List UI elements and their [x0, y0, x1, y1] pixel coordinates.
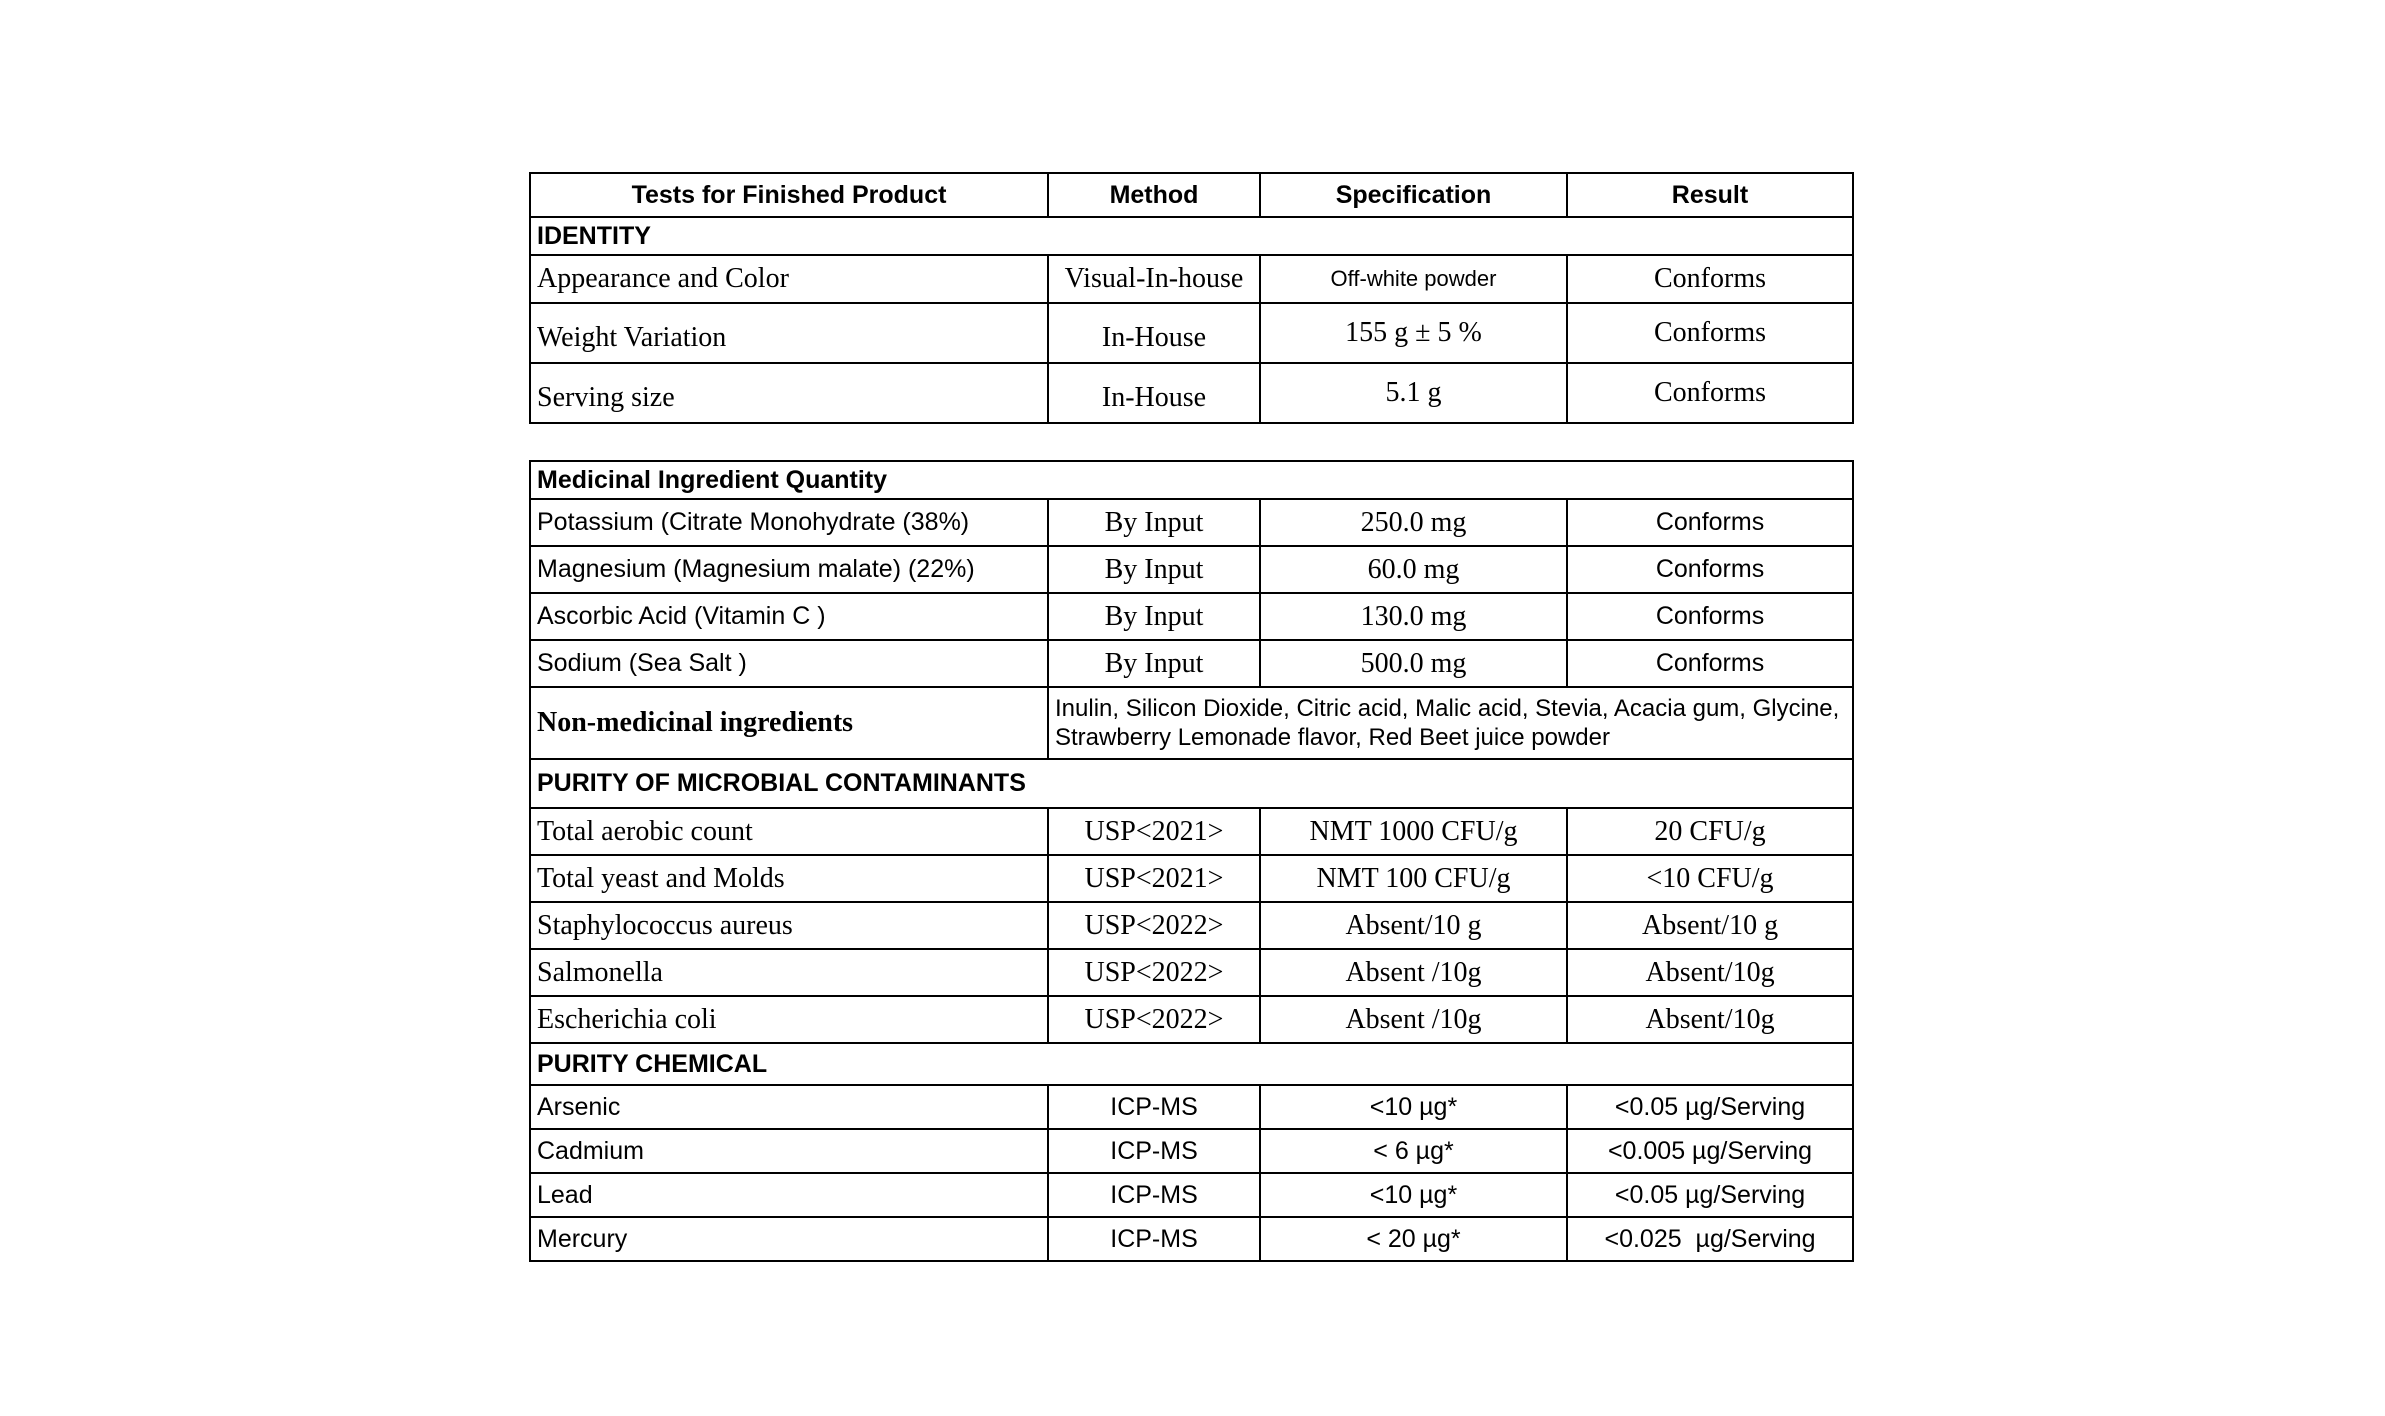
method: Visual-In-house [1048, 255, 1260, 303]
section-chemical: PURITY CHEMICAL [530, 1043, 1853, 1085]
table-row [530, 640, 1853, 687]
specification: <10 µg* [1260, 1085, 1567, 1129]
method: ICP-MS [1048, 1217, 1260, 1261]
test-name: Mercury [530, 1217, 1048, 1261]
specification: 130.0 mg [1260, 593, 1567, 640]
result: Conforms [1567, 593, 1853, 640]
table-row [530, 949, 1853, 996]
result: Conforms [1567, 303, 1853, 363]
table-row [530, 1217, 1853, 1261]
result: <0.005 µg/Serving [1567, 1129, 1853, 1173]
section-row [530, 1043, 1853, 1085]
specification: 155 g ± 5 % [1260, 303, 1567, 363]
specification: 500.0 mg [1260, 640, 1567, 687]
specification: < 6 µg* [1260, 1129, 1567, 1173]
result: Absent/10 g [1567, 902, 1853, 949]
identity-table [529, 172, 1854, 424]
method: USP<2022> [1048, 902, 1260, 949]
table-row [530, 1129, 1853, 1173]
specification: NMT 100 CFU/g [1260, 855, 1567, 902]
method: USP<2021> [1048, 855, 1260, 902]
method: ICP-MS [1048, 1173, 1260, 1217]
test-name: Weight Variation [530, 303, 1048, 363]
result: Absent/10g [1567, 996, 1853, 1043]
result: <0.05 µg/Serving [1567, 1173, 1853, 1217]
test-name: Staphylococcus aureus [530, 902, 1048, 949]
table-row [530, 255, 1853, 303]
specification: < 20 µg* [1260, 1217, 1567, 1261]
test-name: Total aerobic count [530, 808, 1048, 855]
specification: Absent /10g [1260, 949, 1567, 996]
section-identity: IDENTITY [530, 217, 1853, 255]
method: USP<2022> [1048, 949, 1260, 996]
test-name: Serving size [530, 363, 1048, 423]
result: Conforms [1567, 546, 1853, 593]
method: By Input [1048, 546, 1260, 593]
method: In-House [1048, 363, 1260, 423]
result: Absent/10g [1567, 949, 1853, 996]
table-row [530, 303, 1853, 363]
method: In-House [1048, 303, 1260, 363]
result: 20 CFU/g [1567, 808, 1853, 855]
non-medicinal-ingredients: Inulin, Silicon Dioxide, Citric acid, Malic acid, Stevia, Acacia gum, Glycine, Strawberry Lemonade flavor, Red Beet juice powder [1048, 687, 1853, 759]
section-row [530, 461, 1853, 499]
test-name: Potassium (Citrate Monohydrate (38%) [530, 499, 1048, 546]
method: USP<2022> [1048, 996, 1260, 1043]
quantity-table-wrapper [529, 460, 1852, 1262]
test-name: Arsenic [530, 1085, 1048, 1129]
specification: 250.0 mg [1260, 499, 1567, 546]
header-result: Result [1567, 173, 1853, 217]
table-row [530, 499, 1853, 546]
specification: <10 µg* [1260, 1173, 1567, 1217]
table-row [530, 1173, 1853, 1217]
section-row [530, 759, 1853, 808]
section-medicinal: Medicinal Ingredient Quantity [530, 461, 1853, 499]
quantity-table [529, 460, 1854, 1262]
specification: 60.0 mg [1260, 546, 1567, 593]
method: ICP-MS [1048, 1129, 1260, 1173]
method: USP<2021> [1048, 808, 1260, 855]
test-name: Sodium (Sea Salt ) [530, 640, 1048, 687]
result: <10 CFU/g [1567, 855, 1853, 902]
non-medicinal-label: Non-medicinal ingredients [530, 687, 1048, 759]
section-microbial: PURITY OF MICROBIAL CONTAMINANTS [530, 759, 1853, 808]
table-row [530, 593, 1853, 640]
test-name: Appearance and Color [530, 255, 1048, 303]
test-name: Salmonella [530, 949, 1048, 996]
test-name: Ascorbic Acid (Vitamin C ) [530, 593, 1048, 640]
result: Conforms [1567, 363, 1853, 423]
method: By Input [1048, 640, 1260, 687]
identity-table-wrapper [529, 172, 1852, 424]
test-name: Escherichia coli [530, 996, 1048, 1043]
table-row [530, 855, 1853, 902]
header-method: Method [1048, 173, 1260, 217]
test-name: Lead [530, 1173, 1048, 1217]
table-row [530, 808, 1853, 855]
test-name: Magnesium (Magnesium malate) (22%) [530, 546, 1048, 593]
table-row [530, 546, 1853, 593]
specification: Off-white powder [1260, 255, 1567, 303]
method: ICP-MS [1048, 1085, 1260, 1129]
specification: Absent/10 g [1260, 902, 1567, 949]
test-name: Cadmium [530, 1129, 1048, 1173]
specification: Absent /10g [1260, 996, 1567, 1043]
result: Conforms [1567, 640, 1853, 687]
specification: NMT 1000 CFU/g [1260, 808, 1567, 855]
test-name: Total yeast and Molds [530, 855, 1048, 902]
header-specification: Specification [1260, 173, 1567, 217]
table-row [530, 363, 1853, 423]
method: By Input [1048, 499, 1260, 546]
section-row [530, 217, 1853, 255]
header-row [530, 173, 1853, 217]
non-medicinal-row [530, 687, 1853, 759]
table-row [530, 996, 1853, 1043]
result: <0.025 µg/Serving [1567, 1217, 1853, 1261]
result: <0.05 µg/Serving [1567, 1085, 1853, 1129]
result: Conforms [1567, 255, 1853, 303]
header-test: Tests for Finished Product [530, 173, 1048, 217]
table-row [530, 1085, 1853, 1129]
result: Conforms [1567, 499, 1853, 546]
method: By Input [1048, 593, 1260, 640]
table-row [530, 902, 1853, 949]
specification: 5.1 g [1260, 363, 1567, 423]
